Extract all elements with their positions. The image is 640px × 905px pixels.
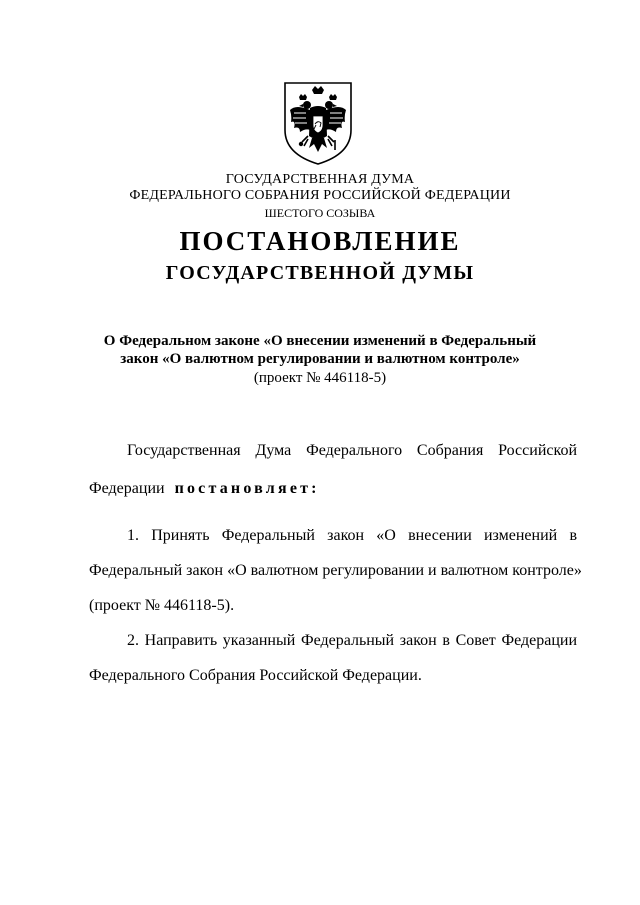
subject-line-1: О Федеральном законе «О внесении изменений в Федеральный (103, 333, 537, 349)
coat-of-arms-icon (282, 80, 354, 166)
item-1-line-2: Федеральный закон «О валютном регулировании и валютном контроле» (89, 562, 582, 579)
resolves-word: постановляет: (174, 480, 320, 497)
item-2-line-2: Федерального Собрания Российской Федерации. (89, 667, 422, 684)
intro-line-2 (89, 480, 320, 498)
header-line-3: ШЕСТОГО СОЗЫВА (264, 206, 376, 220)
item-1-line-3: (проект № 446118-5). (89, 597, 235, 614)
item-2-line-1: 2. Направить указанный Федеральный закон в Совет Федерации (127, 632, 577, 649)
intro-federation-word: Федерации (89, 480, 165, 497)
subject-line-3: (проект № 446118-5) (253, 370, 387, 386)
header-line-2: ФЕДЕРАЛЬНОГО СОБРАНИЯ РОССИЙСКОЙ ФЕДЕРАЦИИ (129, 188, 511, 203)
header-line-1: ГОСУДАРСТВЕННАЯ ДУМА (225, 172, 415, 187)
item-1-line-1: 1. Принять Федеральный закон «О внесении изменений в (127, 527, 577, 544)
intro-line-1: Государственная Дума Федерального Собрания Российской (127, 442, 577, 459)
document-title: ПОСТАНОВЛЕНИЕ (179, 226, 461, 256)
document-subtitle: ГОСУДАРСТВЕННОЙ ДУМЫ (165, 262, 475, 284)
subject-line-2: закон «О валютном регулировании и валютном контроле» (120, 351, 520, 367)
